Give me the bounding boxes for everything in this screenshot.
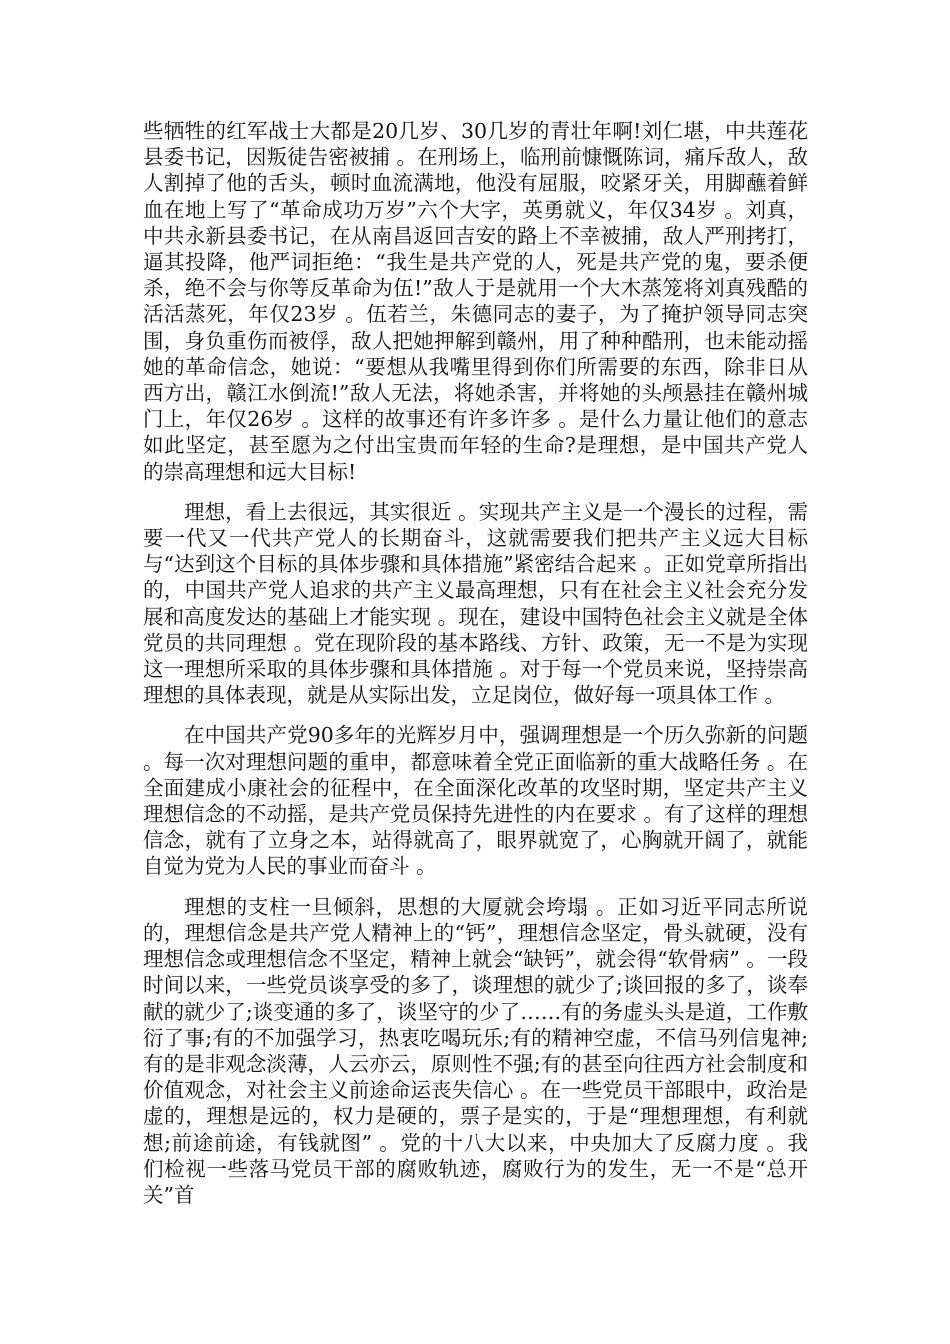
paragraph-3: 在中国共产党90多年的光辉岁月中，强调理想是一个历久弥新的问题 。每一次对理想问题的重申，都意味着全党正面临新的重大战略任务 。在全面建成小康社会的征程中，在全面深化改革的攻坚时期，坚定共产主义理想信念的不动摇，是共产党员保持先进性的内在要求 。有了这样的理想信念，就有了立身之本，站得就高了，眼界就宽了，心胸就开阔了，就能自觉为党为人民的事业而奋斗 。 — [143, 723, 815, 879]
paragraph-4: 理想的支柱一旦倾斜，思想的大厦就会垮塌 。正如习近平同志所说的，理想信念是共产党人精神上的“钙”，理想信念坚定，骨头就硬，没有理想信念或理想信念不坚定，精神上就会“缺钙”，就会得“软骨病” 。一段时间以来，一些党员谈享受的多了，谈理想的就少了;谈回报的多了，谈奉献的就少了;谈变通的多了，谈坚守的少了……有的务虚头头是道，工作敷衍了事;有的不加强学习，热衷吃喝玩乐;有的精神空虚，不信马列信鬼神;有的是非观念淡薄，人云亦云，原则性不强;有的甚至向往西方社会制度和价值观念，对社会主义前途命运丧失信心 。在一些党员干部眼中，政治是虚的，理想是远的，权力是硬的，票子是实的，于是“理想理想，有利就想;前途前途，有钱就图” 。党的十八大以来，中央加大了反腐力度 。我们检视一些落马党员干部的腐败轨迹，腐败行为的发生，无一不是“总开关”首 — [143, 894, 808, 1207]
document-page — [143, 118, 815, 1222]
paragraph-2: 理想，看上去很远，其实很近 。实现共产主义是一个漫长的过程，需要一代又一代共产党人的长期奋斗，这就需要我们把共产主义远大目标与“达到这个目标的具体步骤和具体措施”紧密结合起来 。正如党章所指出的，中国共产党人追求的共产主义最高理想，只有在社会主义社会充分发展和高度发达的基础上才能实现 。现在，建设中国特色社会主义就是全体党员的共同理想 。党在现阶段的基本路线、方针、政策，无一不是为实现这一理想所采取的具体步骤和具体措施 。对于每一个党员来说，坚持崇高理想的具体表现，就是从实际出发，立足岗位，做好每一项具体工作 。 — [143, 499, 808, 708]
paragraph-1: 些牺牲的红军战士大都是20几岁、30几岁的青壮年啊!刘仁堪，中共莲花县委书记，因叛徒告密被捕 。在刑场上，临刑前慷慨陈词，痛斥敌人，敌人割掉了他的舌头，顿时血流满地，他没有屈服，咬紧牙关，用脚蘸着鲜血在地上写了“革命成功万岁”六个大字，英勇就义，年仅34岁 。刘真，中共永新县委书记，在从南昌返回吉安的路上不幸被捕，敌人严刑拷打，逼其投降，他严词拒绝：“我生是共产党的人，死是共产党的鬼，要杀便杀，绝不会与你等反革命为伍!”敌人于是就用一个大木蒸笼将刘真残酷的活活蒸死，年仅23岁 。伍若兰，朱德同志的妻子，为了掩护领导同志突围，身负重伤而被俘，敌人把她押解到赣州，用了种种酷刑，也未能动摇她的革命信念，她说：“要想从我嘴里得到你们所需要的东西，除非日从西方出，赣江水倒流!”敌人无法，将她杀害，并将她的头颅悬挂在赣州城门上，年仅26岁 。这样的故事还有许多许多 。是什么力量让他们的意志如此坚定，甚至愿为之付出宝贵而年轻的生命?是理想，是中国共产党人的崇高理想和远大目标! — [143, 119, 808, 484]
